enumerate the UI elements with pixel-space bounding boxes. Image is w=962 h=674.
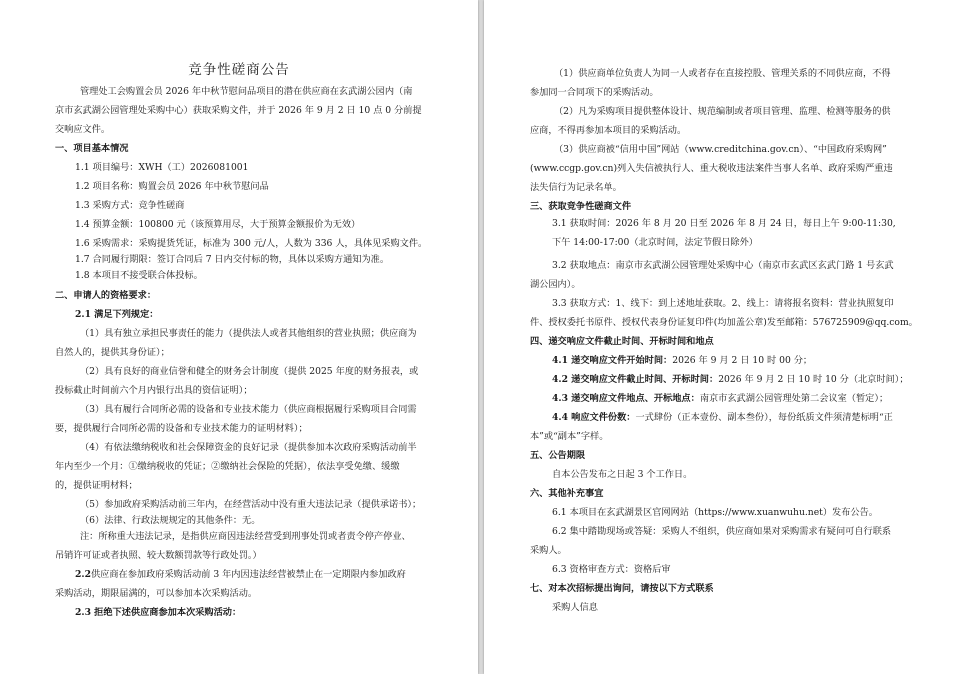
subsection-heading: 2.3 拒绝下述供应商参加本次采购活动： — [75, 607, 242, 618]
text-line — [552, 374, 909, 385]
text-line: 6.3 资格审查方式：资格后审 — [552, 564, 671, 575]
clause-value: 一式肆份（正本壹份、副本叁份），每份纸质文件须清楚标明“正 — [635, 412, 893, 423]
text-line: 3.2 获取地点：南京市玄武湖公园管理处采购中心（南京市玄武区玄武门路 1 号玄武 — [552, 260, 894, 271]
clause-value: 2026 年 9 月 2 日 10 时 00 分； — [672, 355, 813, 366]
list-item: 1.2 项目名称：购置会员 2026 年中秋节慰问品 — [75, 181, 269, 192]
text-line: （6）法律、行政法规规定的其他条件：无。 — [80, 515, 261, 526]
section-heading: 五、公告期限 — [530, 450, 586, 461]
clause-text: 供应商在参加政府采购活动前 3 年内因违法经营被禁止在一定期限内参加政府 — [90, 569, 406, 580]
text-line: 应商，不得再参加本项目的采购活动。 — [530, 125, 687, 136]
document-page-right — [484, 0, 962, 674]
clause-number: 2.2 — [75, 569, 91, 580]
section-heading: 二、申请人的资格要求： — [55, 290, 157, 301]
text-line: 的，提供证明材料； — [55, 480, 138, 491]
text-line: 3.3 获取方式：1、线下：到上述地址获取。2、线上：请将报名资料：营业执照复印 — [552, 298, 894, 309]
text-line — [552, 393, 888, 404]
text-line: 吊销许可证或者执照、较大数额罚款等行政处罚。） — [55, 550, 262, 561]
text-line: （5）参加政府采购活动前三年内，在经营活动中没有重大违法记录（提供承诺书）； — [80, 499, 422, 510]
text-line: 6.1 本项目在玄武湖景区官网网站（https://www.xuanwuhu.net）发布公告。 — [552, 507, 878, 518]
text-line: 投标截止时间前六个月内银行出具的资信证明）； — [55, 385, 253, 396]
text-line: （4）有依法缴纳税收和社会保障资金的良好记录（提供参加本次政府采购活动前半 — [80, 442, 417, 453]
text-line: （1）具有独立承担民事责任的能力（提供法人或者其他组织的营业执照；供应商为 — [80, 328, 417, 339]
section-heading: 七、对本次招标提出询问，请按以下方式联系 — [530, 583, 714, 594]
intro-line: 京市玄武湖公园管理处采购中心）获取采购文件，并于 2026 年 9 月 2 日 10 点 0 分前提 — [55, 105, 422, 116]
text-line: 件、授权委托书原件、授权代表身份证复印件(均加盖公章)发至邮箱：576725909@qq.com。 — [530, 317, 918, 328]
section-heading: 六、其他补充事宜 — [530, 488, 604, 499]
text-line: (www.ccgp.gov.cn)列入失信被执行人、重大税收违法案件当事人名单、政府采购严重违 — [530, 163, 893, 174]
list-item: 1.6 采购需求：采购提货凭证，标准为 300 元/人，人数为 336 人，具体见采购文件。 — [75, 238, 428, 249]
text-line: 下午 14:00-17:00（北京时间，法定节假日除外） — [552, 237, 758, 248]
text-line: 本”或“副本”字样。 — [530, 431, 609, 442]
text-line: （2）凡为采购项目提供整体设计、规范编制或者项目管理、监理、检测等服务的供 — [554, 106, 891, 117]
clause-label: 4.3 递交响应文件地点、开标地点： — [552, 393, 700, 404]
section-heading: 一、项目基本情况 — [55, 143, 129, 154]
clause-label: 4.4 响应文件份数： — [552, 412, 636, 423]
text-line: 3.1 获取时间：2026 年 8 月 20 日至 2026 年 8 月 24 日，每日上午 9:00-11:30, — [552, 218, 896, 229]
text-line: 法失信行为记录名单。 — [530, 182, 622, 193]
text-line: （1）供应商单位负责人为同一人或者存在直接控股、管理关系的不同供应商，不得 — [554, 68, 891, 79]
clause-value: 2026 年 9 月 2 日 10 时 10 分（北京时间）； — [718, 374, 909, 385]
text-line: 6.2 集中踏勘现场或答疑：采购人不组织，供应商如果对采购需求有疑问可自行联系 — [552, 526, 892, 537]
text-line — [552, 355, 812, 366]
section-heading: 四、递交响应文件截止时间、开标时间和地点 — [530, 336, 714, 347]
text-line: （3）具有履行合同所必需的设备和专业技术能力（供应商根据履行采购项目合同需 — [80, 404, 417, 415]
text-line: 要，提供履行合同所必需的设备和专业技术能力的证明材料）； — [55, 423, 308, 434]
text-line: 湖公园内）。 — [530, 279, 581, 290]
text-line: 参加同一合同项下的采购活动。 — [530, 87, 659, 98]
clause-label: 4.1 递交响应文件开始时间： — [552, 355, 673, 366]
clause-value: 南京市玄武湖公园管理处第二会议室（暂定）； — [699, 393, 889, 404]
list-item: 1.1 项目编号：XWH（工）2026081001 — [75, 162, 249, 173]
document-page-left — [0, 0, 478, 674]
text-line: 采购人信息 — [552, 602, 598, 613]
text-line — [552, 412, 893, 423]
text-line: （3）供应商被“信用中国”网站（www.creditchina.gov.cn）、“中国政府采购网” — [554, 144, 887, 155]
text-line: 自然人的，提供其身份证）； — [55, 347, 170, 358]
text-line: （2）具有良好的商业信誉和健全的财务会计制度（提供 2025 年度的财务报表，或 — [80, 366, 419, 377]
page-title: 竞争性磋商公告 — [188, 62, 290, 78]
intro-line: 交响应文件。 — [55, 124, 111, 135]
list-item: 1.3 采购方式：竞争性磋商 — [75, 200, 185, 211]
text-line: 自本公告发布之日起 3 个工作日。 — [552, 469, 693, 480]
text-line: 年内至少一个月：①缴纳税收的凭证；②缴纳社会保险的凭据），依法享受免缴、缓缴 — [55, 461, 400, 472]
text-line: 采购活动，期限届满的，可以参加本次采购活动。 — [55, 588, 258, 599]
text-line — [75, 569, 406, 580]
subsection-heading: 2.1 满足下列规定： — [75, 309, 159, 320]
list-item: 1.7 合同履行期限：签订合同后 7 日内交付标的物，具体以采购方通知为准。 — [75, 254, 390, 265]
list-item: 1.8 本项目不接受联合体投标。 — [75, 270, 203, 281]
section-heading: 三、获取竞争性磋商文件 — [530, 201, 632, 212]
text-line: 注：所称重大违法记录，是指供应商因违法经营受到刑事处罚或者责令停产停业、 — [80, 531, 411, 542]
clause-label: 4.2 递交响应文件截止时间、开标时间： — [552, 374, 719, 385]
list-item: 1.4 预算金额：100800 元（该预算用尽，大于预算金额报价为无效） — [75, 219, 361, 230]
intro-line: 管理处工会购置会员 2026 年中秋节慰问品项目的潜在供应商在玄武湖公园内（南 — [80, 86, 413, 97]
text-line: 采购人。 — [530, 545, 567, 556]
